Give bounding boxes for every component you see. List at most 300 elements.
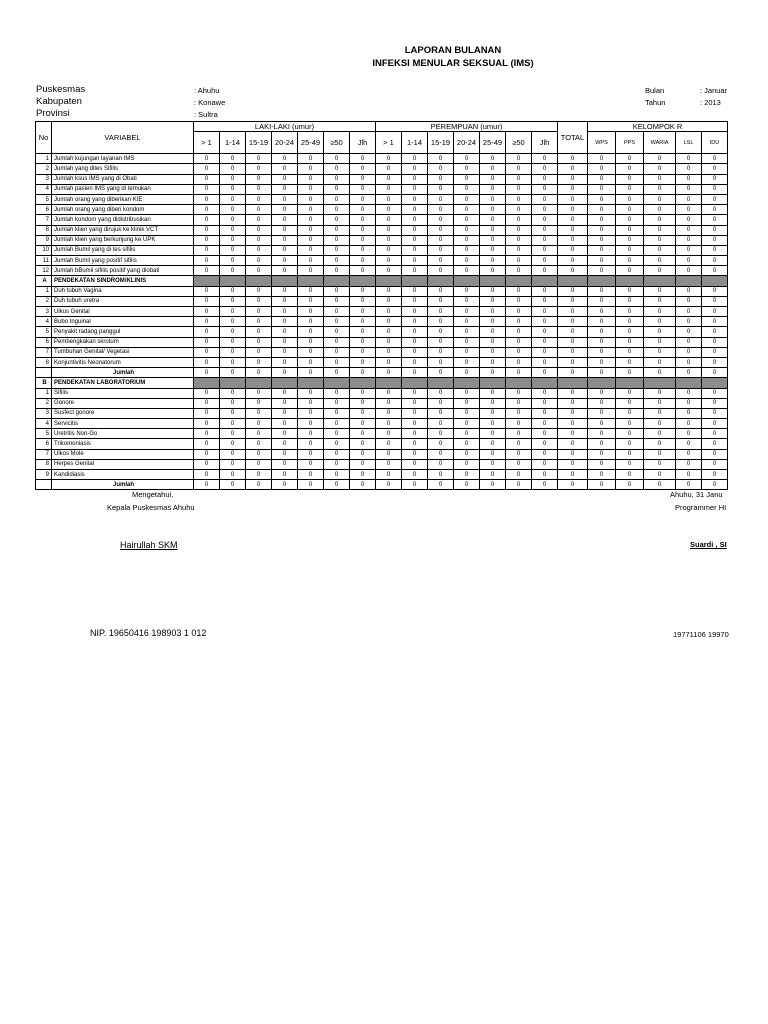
value-cell: 0 bbox=[402, 480, 428, 490]
value-cell: 0 bbox=[480, 439, 506, 449]
value-cell: 0 bbox=[246, 307, 272, 317]
value-cell: 0 bbox=[702, 256, 728, 266]
value-cell: 0 bbox=[454, 245, 480, 255]
row-label: Jumlah Bumil yang di tes sifilis bbox=[52, 245, 194, 255]
value-cell: 0 bbox=[376, 194, 402, 204]
row-number: A bbox=[36, 276, 52, 286]
value-cell: 0 bbox=[702, 347, 728, 357]
value-cell: 0 bbox=[298, 388, 324, 398]
row-label: Trikomoniasis bbox=[52, 439, 194, 449]
value-cell: 0 bbox=[246, 337, 272, 347]
value-cell: 0 bbox=[702, 449, 728, 459]
value-cell: 0 bbox=[644, 398, 676, 408]
value-cell: 0 bbox=[272, 194, 298, 204]
value-cell: 0 bbox=[298, 459, 324, 469]
value-cell: 0 bbox=[702, 266, 728, 276]
value-cell: 0 bbox=[532, 296, 558, 306]
value-cell: 0 bbox=[676, 286, 702, 296]
value-cell: 0 bbox=[454, 296, 480, 306]
value-cell: 0 bbox=[194, 164, 220, 174]
value-cell: 0 bbox=[324, 368, 350, 378]
value-cell: 0 bbox=[506, 164, 532, 174]
value-cell: 0 bbox=[350, 388, 376, 398]
value-cell: 0 bbox=[588, 225, 616, 235]
value-cell: 0 bbox=[428, 154, 454, 164]
value-cell: 0 bbox=[532, 347, 558, 357]
value-cell: 0 bbox=[454, 307, 480, 317]
section-fill bbox=[298, 378, 324, 388]
value-cell: 0 bbox=[616, 184, 644, 194]
table-row bbox=[36, 449, 728, 459]
value-cell: 0 bbox=[324, 317, 350, 327]
value-cell: 0 bbox=[702, 286, 728, 296]
value-cell: 0 bbox=[702, 245, 728, 255]
value-cell: 0 bbox=[428, 439, 454, 449]
row-label: Jumlah kondom yang didistribusikan bbox=[52, 215, 194, 225]
value-cell: 0 bbox=[644, 245, 676, 255]
value-cell: 0 bbox=[588, 357, 616, 367]
value-cell: 0 bbox=[532, 184, 558, 194]
value-cell: 0 bbox=[246, 357, 272, 367]
perempuan-age-header: ≥50 bbox=[506, 132, 532, 154]
value-cell: 0 bbox=[616, 368, 644, 378]
value-cell: 0 bbox=[298, 215, 324, 225]
value-cell: 0 bbox=[272, 317, 298, 327]
value-cell: 0 bbox=[616, 429, 644, 439]
section-fill bbox=[324, 276, 350, 286]
value-cell: 0 bbox=[588, 398, 616, 408]
value-cell: 0 bbox=[480, 256, 506, 266]
row-number: 6 bbox=[36, 439, 52, 449]
value-cell: 0 bbox=[324, 459, 350, 469]
value-cell: 0 bbox=[506, 327, 532, 337]
value-cell: 0 bbox=[246, 439, 272, 449]
value-cell: 0 bbox=[454, 174, 480, 184]
value-cell: 0 bbox=[376, 256, 402, 266]
value-cell: 0 bbox=[246, 368, 272, 378]
value-cell: 0 bbox=[350, 347, 376, 357]
value-cell: 0 bbox=[194, 174, 220, 184]
value-cell: 0 bbox=[350, 357, 376, 367]
kelompok-header: WPS bbox=[588, 132, 616, 154]
value-cell: 0 bbox=[588, 429, 616, 439]
value-cell: 0 bbox=[220, 429, 246, 439]
header-kelompok: KELOMPOK R bbox=[588, 122, 728, 132]
value-cell: 0 bbox=[480, 225, 506, 235]
value-cell: 0 bbox=[558, 317, 588, 327]
value-cell: 0 bbox=[532, 225, 558, 235]
value-cell: 0 bbox=[220, 235, 246, 245]
value-cell: 0 bbox=[194, 439, 220, 449]
header-total: TOTAL bbox=[558, 122, 588, 154]
value-cell: 0 bbox=[402, 368, 428, 378]
value-cell: 0 bbox=[588, 337, 616, 347]
value-cell: 0 bbox=[532, 388, 558, 398]
value-cell: 0 bbox=[454, 439, 480, 449]
value-cell: 0 bbox=[480, 327, 506, 337]
section-fill bbox=[558, 276, 588, 286]
value-cell: 0 bbox=[428, 459, 454, 469]
value-cell: 0 bbox=[588, 205, 616, 215]
value-cell: 0 bbox=[246, 245, 272, 255]
table-row bbox=[36, 398, 728, 408]
table-row bbox=[36, 347, 728, 357]
value-cell: 0 bbox=[350, 215, 376, 225]
value-cell: 0 bbox=[402, 470, 428, 480]
value-cell: 0 bbox=[220, 347, 246, 357]
value-cell: 0 bbox=[558, 235, 588, 245]
value-cell: 0 bbox=[376, 429, 402, 439]
value-cell: 0 bbox=[588, 408, 616, 418]
value-cell: 0 bbox=[350, 307, 376, 317]
value-cell: 0 bbox=[298, 154, 324, 164]
value-cell: 0 bbox=[480, 429, 506, 439]
row-number: 2 bbox=[36, 398, 52, 408]
value-cell: 0 bbox=[480, 164, 506, 174]
value-cell: 0 bbox=[376, 235, 402, 245]
value-cell: 0 bbox=[350, 317, 376, 327]
value-cell: 0 bbox=[402, 286, 428, 296]
section-fill bbox=[558, 378, 588, 388]
value-cell: 0 bbox=[324, 449, 350, 459]
value-cell: 0 bbox=[428, 225, 454, 235]
value-cell: 0 bbox=[480, 317, 506, 327]
value-cell: 0 bbox=[272, 164, 298, 174]
value-cell: 0 bbox=[616, 174, 644, 184]
value-cell: 0 bbox=[272, 439, 298, 449]
value-cell: 0 bbox=[220, 470, 246, 480]
value-cell: 0 bbox=[402, 429, 428, 439]
table-row bbox=[36, 286, 728, 296]
table-row bbox=[36, 470, 728, 480]
value-cell: 0 bbox=[644, 307, 676, 317]
value-cell: 0 bbox=[558, 266, 588, 276]
value-cell: 0 bbox=[454, 164, 480, 174]
value-cell: 0 bbox=[506, 419, 532, 429]
value-cell: 0 bbox=[454, 480, 480, 490]
value-cell: 0 bbox=[558, 327, 588, 337]
value-cell: 0 bbox=[644, 235, 676, 245]
value-cell: 0 bbox=[194, 154, 220, 164]
value-cell: 0 bbox=[588, 470, 616, 480]
value-cell: 0 bbox=[428, 368, 454, 378]
value-cell: 0 bbox=[644, 419, 676, 429]
section-fill bbox=[220, 276, 246, 286]
value-cell: 0 bbox=[246, 408, 272, 418]
value-cell: 0 bbox=[194, 286, 220, 296]
value-cell: 0 bbox=[194, 296, 220, 306]
programmer-text: Programmer HI bbox=[675, 503, 727, 512]
value-cell: 0 bbox=[676, 459, 702, 469]
value-cell: 0 bbox=[616, 194, 644, 204]
value-cell: 0 bbox=[220, 357, 246, 367]
value-cell: 0 bbox=[402, 337, 428, 347]
value-cell: 0 bbox=[402, 398, 428, 408]
section-fill bbox=[532, 378, 558, 388]
value-cell: 0 bbox=[194, 347, 220, 357]
row-number: 6 bbox=[36, 337, 52, 347]
row-label: Jumlah bBumil sifilis positif yang diobati bbox=[52, 266, 194, 276]
value-cell: 0 bbox=[454, 215, 480, 225]
table-row bbox=[36, 317, 728, 327]
value-cell: 0 bbox=[298, 449, 324, 459]
row-number: 1 bbox=[36, 388, 52, 398]
value-cell: 0 bbox=[272, 429, 298, 439]
value-cell: 0 bbox=[676, 480, 702, 490]
row-number bbox=[36, 368, 52, 378]
value-cell: 0 bbox=[220, 459, 246, 469]
value-cell: 0 bbox=[220, 419, 246, 429]
value-cell: 0 bbox=[324, 286, 350, 296]
value-cell: 0 bbox=[220, 449, 246, 459]
value-cell: 0 bbox=[298, 164, 324, 174]
value-cell: 0 bbox=[194, 398, 220, 408]
value-cell: 0 bbox=[350, 296, 376, 306]
value-cell: 0 bbox=[532, 235, 558, 245]
header-perempuan: PEREMPUAN (umur) bbox=[376, 122, 558, 132]
value-cell: 0 bbox=[702, 307, 728, 317]
value-cell: 0 bbox=[376, 225, 402, 235]
bulan-value: : Januar bbox=[700, 86, 728, 95]
value-cell: 0 bbox=[376, 357, 402, 367]
value-cell: 0 bbox=[676, 317, 702, 327]
row-label: Penyakit radang panggul bbox=[52, 327, 194, 337]
value-cell: 0 bbox=[220, 245, 246, 255]
value-cell: 0 bbox=[350, 245, 376, 255]
value-cell: 0 bbox=[532, 470, 558, 480]
value-cell: 0 bbox=[220, 286, 246, 296]
value-cell: 0 bbox=[428, 347, 454, 357]
value-cell: 0 bbox=[246, 347, 272, 357]
table-row bbox=[36, 266, 728, 276]
value-cell: 0 bbox=[506, 154, 532, 164]
row-number: 6 bbox=[36, 205, 52, 215]
value-cell: 0 bbox=[676, 205, 702, 215]
value-cell: 0 bbox=[298, 266, 324, 276]
mengetahui-text: Mengetahui, bbox=[132, 490, 174, 499]
value-cell: 0 bbox=[588, 266, 616, 276]
value-cell: 0 bbox=[272, 480, 298, 490]
value-cell: 0 bbox=[194, 388, 220, 398]
value-cell: 0 bbox=[702, 184, 728, 194]
value-cell: 0 bbox=[558, 439, 588, 449]
right-signer-name: Suardi , SI bbox=[690, 540, 727, 549]
value-cell: 0 bbox=[480, 408, 506, 418]
table-row bbox=[36, 439, 728, 449]
value-cell: 0 bbox=[616, 470, 644, 480]
value-cell: 0 bbox=[480, 470, 506, 480]
value-cell: 0 bbox=[480, 296, 506, 306]
value-cell: 0 bbox=[376, 215, 402, 225]
value-cell: 0 bbox=[272, 296, 298, 306]
value-cell: 0 bbox=[644, 184, 676, 194]
value-cell: 0 bbox=[480, 398, 506, 408]
value-cell: 0 bbox=[480, 368, 506, 378]
value-cell: 0 bbox=[480, 459, 506, 469]
value-cell: 0 bbox=[194, 266, 220, 276]
value-cell: 0 bbox=[454, 408, 480, 418]
value-cell: 0 bbox=[676, 215, 702, 225]
value-cell: 0 bbox=[480, 205, 506, 215]
value-cell: 0 bbox=[428, 205, 454, 215]
section-fill bbox=[506, 276, 532, 286]
section-fill bbox=[676, 276, 702, 286]
value-cell: 0 bbox=[402, 256, 428, 266]
value-cell: 0 bbox=[272, 154, 298, 164]
row-number: 8 bbox=[36, 459, 52, 469]
total-row bbox=[36, 480, 728, 490]
value-cell: 0 bbox=[676, 184, 702, 194]
value-cell: 0 bbox=[616, 296, 644, 306]
value-cell: 0 bbox=[702, 429, 728, 439]
perempuan-age-header: 20-24 bbox=[454, 132, 480, 154]
table-row bbox=[36, 408, 728, 418]
value-cell: 0 bbox=[506, 235, 532, 245]
value-cell: 0 bbox=[676, 307, 702, 317]
section-fill bbox=[676, 378, 702, 388]
value-cell: 0 bbox=[702, 419, 728, 429]
value-cell: 0 bbox=[506, 357, 532, 367]
value-cell: 0 bbox=[532, 205, 558, 215]
value-cell: 0 bbox=[324, 388, 350, 398]
value-cell: 0 bbox=[702, 368, 728, 378]
value-cell: 0 bbox=[558, 174, 588, 184]
value-cell: 0 bbox=[246, 429, 272, 439]
row-number: 5 bbox=[36, 429, 52, 439]
value-cell: 0 bbox=[676, 174, 702, 184]
value-cell: 0 bbox=[376, 245, 402, 255]
row-number: 5 bbox=[36, 194, 52, 204]
row-number: 1 bbox=[36, 154, 52, 164]
row-number: 3 bbox=[36, 408, 52, 418]
value-cell: 0 bbox=[428, 235, 454, 245]
value-cell: 0 bbox=[324, 154, 350, 164]
value-cell: 0 bbox=[324, 429, 350, 439]
value-cell: 0 bbox=[272, 215, 298, 225]
value-cell: 0 bbox=[558, 419, 588, 429]
value-cell: 0 bbox=[220, 439, 246, 449]
row-label: Jumlah Bumil yang positif sifilis bbox=[52, 256, 194, 266]
value-cell: 0 bbox=[350, 449, 376, 459]
value-cell: 0 bbox=[644, 317, 676, 327]
value-cell: 0 bbox=[506, 388, 532, 398]
value-cell: 0 bbox=[616, 205, 644, 215]
value-cell: 0 bbox=[324, 225, 350, 235]
value-cell: 0 bbox=[350, 337, 376, 347]
value-cell: 0 bbox=[246, 164, 272, 174]
value-cell: 0 bbox=[676, 266, 702, 276]
value-cell: 0 bbox=[480, 449, 506, 459]
header-no: No bbox=[36, 122, 52, 154]
value-cell: 0 bbox=[644, 327, 676, 337]
value-cell: 0 bbox=[246, 174, 272, 184]
value-cell: 0 bbox=[558, 347, 588, 357]
puskesmas-value: : Ahuhu bbox=[194, 86, 220, 95]
value-cell: 0 bbox=[220, 205, 246, 215]
row-number: 7 bbox=[36, 215, 52, 225]
table-row bbox=[36, 307, 728, 317]
value-cell: 0 bbox=[194, 408, 220, 418]
value-cell: 0 bbox=[272, 368, 298, 378]
value-cell: 0 bbox=[644, 429, 676, 439]
value-cell: 0 bbox=[588, 439, 616, 449]
kepala-puskesmas-text: Kepala Puskesmas Ahuhu bbox=[107, 503, 195, 512]
value-cell: 0 bbox=[428, 449, 454, 459]
value-cell: 0 bbox=[454, 368, 480, 378]
row-number: 12 bbox=[36, 266, 52, 276]
value-cell: 0 bbox=[272, 470, 298, 480]
value-cell: 0 bbox=[376, 368, 402, 378]
value-cell: 0 bbox=[298, 225, 324, 235]
section-fill bbox=[616, 378, 644, 388]
value-cell: 0 bbox=[558, 205, 588, 215]
value-cell: 0 bbox=[676, 388, 702, 398]
value-cell: 0 bbox=[298, 368, 324, 378]
value-cell: 0 bbox=[246, 480, 272, 490]
value-cell: 0 bbox=[298, 408, 324, 418]
value-cell: 0 bbox=[702, 439, 728, 449]
perempuan-age-header: 25-49 bbox=[480, 132, 506, 154]
value-cell: 0 bbox=[402, 215, 428, 225]
value-cell: 0 bbox=[480, 347, 506, 357]
value-cell: 0 bbox=[644, 194, 676, 204]
value-cell: 0 bbox=[480, 154, 506, 164]
value-cell: 0 bbox=[402, 174, 428, 184]
value-cell: 0 bbox=[272, 184, 298, 194]
section-fill bbox=[376, 276, 402, 286]
value-cell: 0 bbox=[588, 388, 616, 398]
section-fill bbox=[402, 378, 428, 388]
value-cell: 0 bbox=[588, 480, 616, 490]
value-cell: 0 bbox=[324, 419, 350, 429]
value-cell: 0 bbox=[298, 205, 324, 215]
value-cell: 0 bbox=[428, 317, 454, 327]
section-fill bbox=[532, 276, 558, 286]
value-cell: 0 bbox=[644, 256, 676, 266]
value-cell: 0 bbox=[506, 439, 532, 449]
value-cell: 0 bbox=[220, 184, 246, 194]
row-number: 4 bbox=[36, 317, 52, 327]
row-label: Duh tubuh Vagina bbox=[52, 286, 194, 296]
value-cell: 0 bbox=[428, 388, 454, 398]
table-row bbox=[36, 174, 728, 184]
row-number: 4 bbox=[36, 184, 52, 194]
value-cell: 0 bbox=[454, 470, 480, 480]
value-cell: 0 bbox=[676, 225, 702, 235]
value-cell: 0 bbox=[532, 317, 558, 327]
value-cell: 0 bbox=[428, 256, 454, 266]
value-cell: 0 bbox=[402, 449, 428, 459]
value-cell: 0 bbox=[532, 368, 558, 378]
value-cell: 0 bbox=[506, 480, 532, 490]
value-cell: 0 bbox=[616, 215, 644, 225]
value-cell: 0 bbox=[454, 337, 480, 347]
value-cell: 0 bbox=[350, 154, 376, 164]
value-cell: 0 bbox=[194, 337, 220, 347]
value-cell: 0 bbox=[220, 225, 246, 235]
value-cell: 0 bbox=[194, 449, 220, 459]
row-label: Jumlah pasien IMS yang di temukan bbox=[52, 184, 194, 194]
value-cell: 0 bbox=[246, 235, 272, 245]
perempuan-age-header: 1-14 bbox=[402, 132, 428, 154]
value-cell: 0 bbox=[558, 429, 588, 439]
value-cell: 0 bbox=[454, 235, 480, 245]
value-cell: 0 bbox=[702, 205, 728, 215]
value-cell: 0 bbox=[350, 286, 376, 296]
value-cell: 0 bbox=[272, 337, 298, 347]
value-cell: 0 bbox=[402, 184, 428, 194]
value-cell: 0 bbox=[616, 388, 644, 398]
